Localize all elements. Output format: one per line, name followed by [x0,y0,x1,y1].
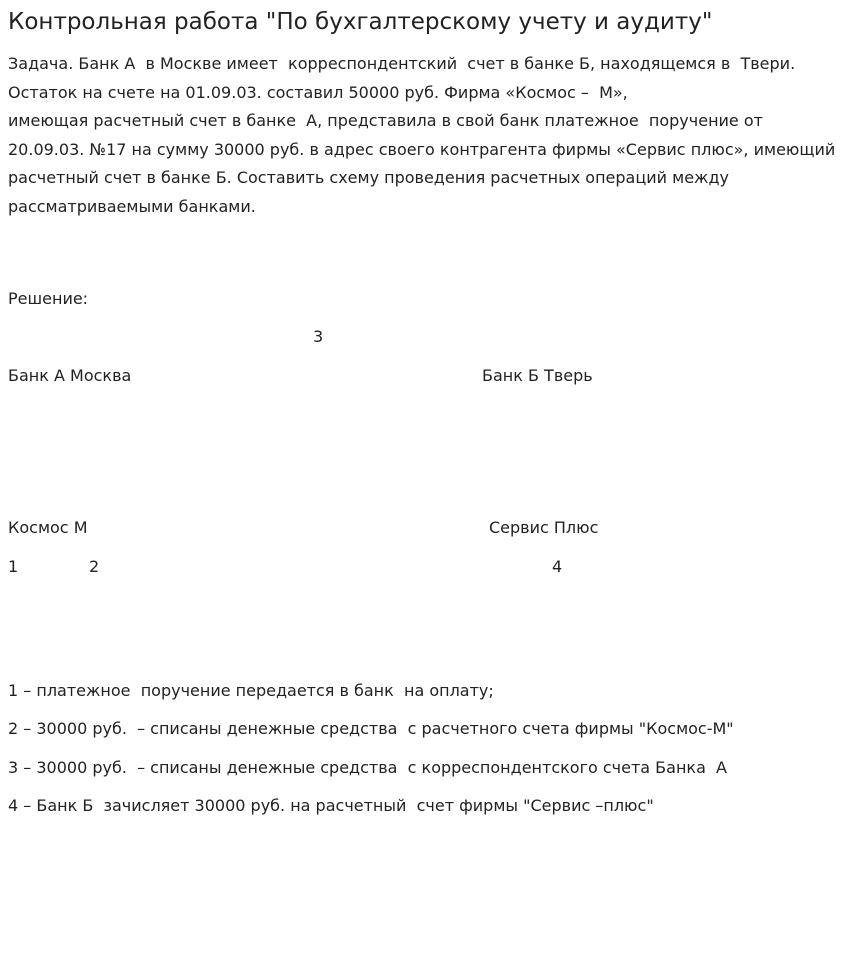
task-line: Задача. Банк А в Москве имеет корреспондентский счет в банке Б, находящемся в Твери. [8,54,796,73]
task-line: расчетный счет в банке Б. Составить схему проведения расчетных операций между [8,168,729,187]
legend-item: 3 – 30000 руб. – списаны денежные средства с корреспондентского счета Банка А [8,758,727,777]
scheme-step-4: 4 [552,557,563,576]
task-line: 20.09.03. №17 на сумму 30000 руб. в адрес своего контрагента фирмы «Сервис плюс», имеющий [8,139,836,159]
task-paragraph [8,50,843,221]
legend-item: 4 – Банк Б зачисляет 30000 руб. на расчетный счет фирмы "Сервис –плюс" [8,796,654,815]
scheme-step-1: 1 [8,557,19,576]
scheme-firm-servis: Сервис Плюс [489,518,599,537]
task-line: рассматриваемыми банками. [8,196,256,216]
scheme-step-3: 3 [313,327,324,346]
scheme-bank-b: Банк Б Тверь [482,366,593,385]
solution-label: Решение: [8,289,89,308]
scheme-step-2: 2 [89,557,100,576]
document-title: Контрольная работа "По бухгалтерскому учету и аудиту" [8,9,713,35]
scheme-bank-a: Банк А Москва [8,366,132,385]
legend-item: 1 – платежное поручение передается в банк на оплату; [8,681,494,700]
task-line: имеющая расчетный счет в банке А, представила в свой банк платежное поручение от [8,111,763,130]
task-line: Остаток на счете на 01.09.03. составил 50000 руб. Фирма «Космос – М», [8,82,628,102]
legend-item: 2 – 30000 руб. – списаны денежные средства с расчетного счета фирмы "Космос-М" [8,719,734,738]
scheme-firm-kosmos: Космос М [8,518,88,537]
